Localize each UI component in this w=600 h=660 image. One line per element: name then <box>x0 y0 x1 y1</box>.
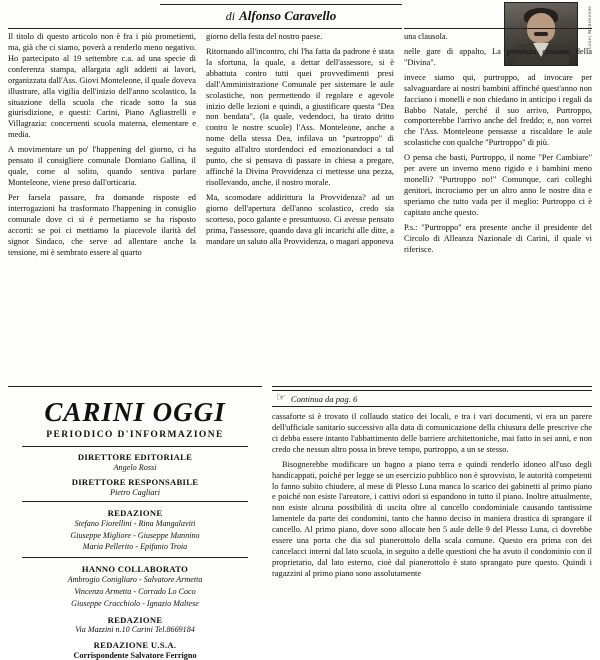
article-column-2 <box>206 28 394 378</box>
paragraph: invece siamo qui, purtroppo, ad invocare per salvaguardare ai nostri bambini affinché quest'anno non facciano i monelli e non chiedano in anticipo i regali da Babbo Natale, perché il suo arrivo, Purtroppo, comporterebbe l'arrivo anche del freddo; e, non vorrei che l'Ass. Monteleone pensasse a riscaldare le aule scolastiche con qualche "Purtroppo" di più. <box>404 72 592 148</box>
masthead <box>8 386 262 660</box>
editorial-staff-name: Giuseppe Migliore - Giuseppe Mannino <box>70 530 200 540</box>
contributor-name: Giuseppe Cracchiolo - Ignazio Maltese <box>71 598 199 608</box>
paragraph: Ma, scomodare addirittura la Provvidenza? ad un giorno dell'apertura dell'anno scolastico, credo sia scorteso, poco galante e presuntuoso. Ci avesse pensato prima, l'assessore, quando dava gli incarichi alle ditte, a mandare un saluto alla Provvidenza, o magari apponeva <box>206 192 394 246</box>
editor-in-chief-name: Angelo Rossi <box>113 463 157 472</box>
byline-prefix: di <box>225 9 236 23</box>
paragraph: Per farsela passare, fra domande risposte ed interrogazioni ha trasformato l'happening in consiglio comunale dove ci si è permetiamo se ha risposto accorti: se poi ci mettiamo la piacevole ilarità del signor Sindaco, che serve ad allentare anche la tensione, mi è sembrato essere al quarto <box>8 192 196 257</box>
paragraph: A movimentare un po' l'happening del giorno, ci ha pensato il consigliere comunale Domiano Gallina, il quale, come al solito, quando sentiva parlare Monteleone, viene preso dall'orticaria. <box>8 145 196 187</box>
editorial-staff-name: Maria Pellerito - Epifanio Troia <box>82 542 188 552</box>
newsroom-label: REDAZIONE <box>107 615 163 626</box>
continued-from-label: Continua da pag. 6 <box>290 393 358 404</box>
publication-logo: CARINI OGGI <box>44 397 226 427</box>
article-column-3 <box>404 28 592 378</box>
continued-column <box>272 386 592 598</box>
article-column-1 <box>8 28 196 378</box>
byline-author: Alfonso Caravello <box>239 8 337 23</box>
editor-in-chief-label: DIRETTORE EDITORIALE <box>77 452 193 462</box>
continued-body <box>272 412 592 580</box>
responsible-editor-label: DIRETTORE RESPONSABILE <box>71 477 199 487</box>
contributors-label: HANNO COLLABORATO <box>81 564 189 575</box>
usa-correspondent-name: Corrispondente Salvatore Ferrigno <box>73 651 197 660</box>
divider <box>22 501 248 502</box>
continued-from-banner <box>272 390 592 407</box>
article-columns <box>8 28 592 378</box>
pointing-hand-icon: ☞ <box>276 392 286 404</box>
paragraph: nelle gare di appalto, La presenza costante della "Divina". <box>404 46 592 67</box>
paragraph: Il titolo di questo articolo non è fra i più prometienti, ma, già che ci siamo, poverà a renderlo meno negativo. Ho partecipato al 19 settembre c.a. ad una specie di conferenza stampa, allargata agli addetti ai lavori, organizzata dall'Ass. Giovi Monteleone, il quale doveva illustrare, alla vigilia dell'inizio dell'anno scolastico, la situazione della scuola che ricade sotto la sua giurisdizione, e questi: Carini, Piano Agliastrelli e Villagrazia: concernenti scuola materna, elementare e media. <box>8 32 196 140</box>
publication-subtitle: PERIODICO D'INFORMAZIONE <box>46 430 224 440</box>
divider <box>22 446 248 447</box>
editorial-staff-name: Stefano Fiorellini - Rina Mangalaviti <box>74 519 196 528</box>
photo-credit: Giovi Monteleone <box>588 6 593 49</box>
lower-section <box>8 386 592 660</box>
usa-newsroom-label: REDAZIONE U.S.A. <box>93 640 177 651</box>
paragraph: cassaforte si è trovato il collaudo statico dei locali, e tra i vari documenti, vi era un parere dell'ufficiale sanitario successivo alla data di comunicazione della chiusura delle prescrive che ci debba essere intanto l'abbattimento delle barriere architettoniche, mai fatto in sei anni, e non credo che nessun altro possa in breve tempo, purtroppo, a un se stesso. <box>272 412 592 454</box>
paragraph: P.s.: "Purtroppo" era presente anche il presidente del Circolo di Alleanza Nazionale di Carini, il quale vi riferisce. <box>404 222 592 254</box>
newsroom-address: Via Mazzini n.10 Carini Tel.8669184 <box>75 625 195 635</box>
contributor-name: Ambrogio Conigliaro - Salvatore Armetta <box>67 575 203 585</box>
contributor-name: Vincenzo Armetta - Corrado Lo Coco <box>74 586 196 596</box>
responsible-editor-name: Pietro Cagliari <box>110 488 160 497</box>
paragraph: giorno della festa del nostro paese. <box>206 32 323 41</box>
byline <box>160 4 402 29</box>
editorial-staff-label: REDAZIONE <box>107 508 163 518</box>
paragraph: una clausola. <box>404 32 448 41</box>
paragraph: O pensa che basti, Purtroppo, il nome "Per Cambiare" per avere un inverno meno rigido e i bambini meno monelli? "Purtroppo no!" Comunque, cari colleghi genitori, incrociamo per un altro anno le nostre dita e speriamo che tutto vada per il meglio: Purtroppo ci è capitato anche questo. <box>404 153 592 217</box>
divider <box>22 557 248 558</box>
paragraph: Bisognerebbe modificare un bagno a piano terra e quindi renderlo idoneo all'uso degli handicappati, poiché per legge se un esercizio pubblico non è sprovvisto, le autorità competenti lo fanno subito chiudere, al mese di Plesso Luna manca lo scarico dei gabinetti al primo piano e poiché non esiste l'areatore, i cattivi odori si espandono in tutto il piano. Inoltre attualmente, non esiste alcuna possibilità di uscita oltre al cancello condominiale causando tantissime lamentele da parte dei condomini, tanto che hanno deciso in maniera drastica di sprangare il cancello. Al primo piano, dove sono allocate ben 5 aule delle 9 del Plesso Luna, ci dovrebbe essere una porta che dia sul pianerottolo della scala comune. Questo era prima con dei cancelacci interni dal lato scuola, in seguito a delle questioni che ha avuto il condominio con il proprietario, dal lato esterno, cioè dal pianerottolo è stato sprangato pure questo. Quindi i ragazzini al primo piano sono assolutamente <box>272 459 592 578</box>
paragraph: Ritornando all'incontro, chi l'ha fatta da padrone è stata la sfortuna, la quale, a dettar dell'assessore, si è abbattuta contro tutti quei provvedimenti presi dall'Amministrazione Comunale per sistemare le aule scolastiche, non permettendo il regolare e agevole inizio delle lezioni e quindi, a giustificare questa "Dea non bendata", (la quale, vedendoci, ha tirato dritto contro le nostre scuole) l'Ass. Monteleone, anche a nome della stessa Dea, infilava un "purtroppo" di seguito all'altro stordendoci ed emozionandoci a tal punto, che si pensava di passare in chiesa a pregare, affinché la Divina Provvidenza ci mettesse una pezza, risollevando, anche, il nostro morale. <box>206 46 394 187</box>
